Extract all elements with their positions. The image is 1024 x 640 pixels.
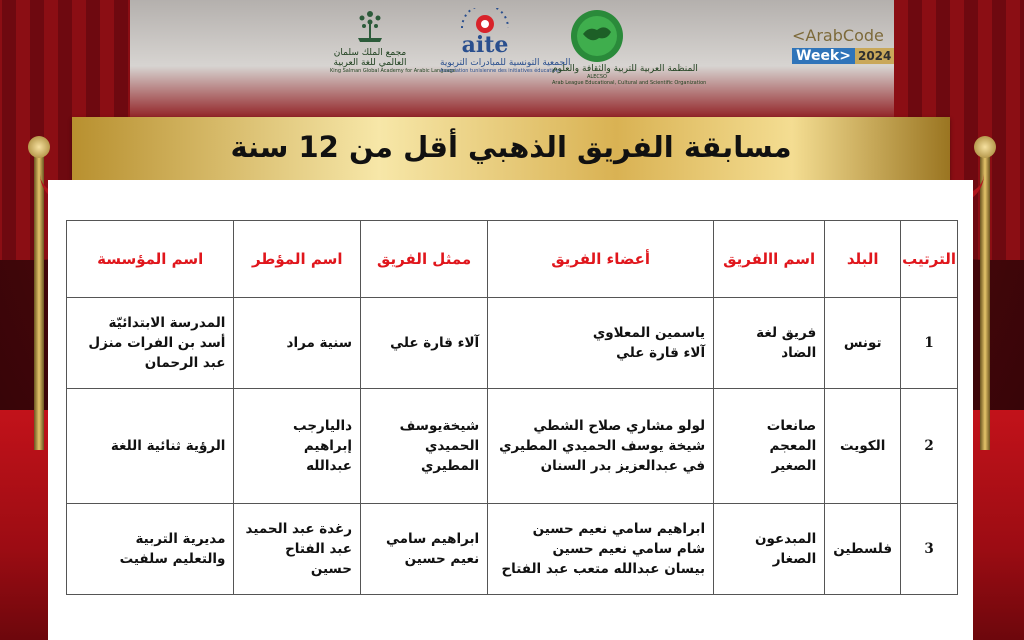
coach-line: رغدة عبد الحميد bbox=[245, 521, 353, 537]
badge-line2: Week> bbox=[792, 48, 855, 64]
cell-coach: سنية مراد bbox=[234, 298, 361, 389]
cell-members bbox=[488, 298, 714, 389]
alecso-logo bbox=[552, 8, 707, 86]
aite-emblem-icon bbox=[450, 8, 520, 58]
arabcode-week-badge bbox=[792, 26, 912, 66]
partner-logos bbox=[330, 8, 707, 98]
cell-members bbox=[488, 504, 714, 595]
representative-line: شيخةيوسف bbox=[399, 418, 480, 434]
cell-rank: 1 bbox=[901, 298, 958, 389]
header-rank: الترتيب bbox=[901, 221, 958, 298]
ksa-name-en: King Salman Global Academy for Arabic Language bbox=[330, 68, 456, 74]
representative-line: ابراهيم سامي bbox=[385, 531, 480, 547]
table-header-row bbox=[67, 221, 958, 298]
aite-name-ar: الجمعية التونسية للمبادرات التربوية bbox=[440, 58, 571, 68]
cell-coach bbox=[234, 389, 361, 504]
aite-logo bbox=[440, 8, 571, 74]
results-table bbox=[66, 220, 958, 595]
header-team-name: اسم االفريق bbox=[714, 221, 825, 298]
header-coach: اسم المؤطر bbox=[234, 221, 361, 298]
page-title: مسابقة الفريق الذهبي أقل من 12 سنة bbox=[230, 130, 792, 164]
alecso-abbr: ALECSO bbox=[587, 74, 607, 80]
cell-rank: 2 bbox=[901, 389, 958, 504]
table-row bbox=[67, 298, 958, 389]
cell-representative bbox=[361, 504, 488, 595]
coach-line: عبدالله bbox=[306, 458, 353, 474]
member-line: ابراهيم سامي نعيم حسين bbox=[532, 521, 706, 537]
cell-representative: آلاء قارة علي bbox=[361, 298, 488, 389]
cell-team-name: فريق لغة الضاد bbox=[714, 298, 825, 389]
cell-team-name bbox=[714, 504, 825, 595]
left-stanchion bbox=[34, 150, 44, 450]
cell-institution bbox=[67, 298, 234, 389]
header-country: البلد bbox=[825, 221, 901, 298]
cell-institution bbox=[67, 504, 234, 595]
team-name-line: الصغار bbox=[772, 551, 817, 567]
institution-line: أسد بن الفرات منزل bbox=[88, 335, 226, 351]
coach-line: عبد الفتاح حسين bbox=[285, 541, 353, 577]
member-line: شيخة يوسف الحميدي المطيري bbox=[499, 438, 706, 454]
badge-line1: <ArabCode bbox=[792, 26, 884, 45]
header-representative: ممثل الفريق bbox=[361, 221, 488, 298]
team-name-line: الصغير bbox=[771, 458, 817, 474]
coach-line: داليارجب إبراهيم bbox=[293, 418, 353, 454]
title-banner bbox=[72, 117, 950, 180]
member-line: لولو مشاري صلاح الشطي bbox=[533, 418, 706, 434]
ksa-name-ar-2: العالمي للغة العربية bbox=[333, 58, 407, 68]
institution-line: عبد الرحمان bbox=[144, 355, 226, 371]
representative-line: الحميدي المطيري bbox=[421, 438, 480, 474]
cell-members bbox=[488, 389, 714, 504]
header-institution: اسم المؤسسة bbox=[67, 221, 234, 298]
ksa-emblem-icon bbox=[350, 8, 390, 48]
cell-team-name bbox=[714, 389, 825, 504]
ksa-name-ar-1: مجمع الملك سلمان bbox=[333, 48, 407, 58]
member-line: بيسان عبدالله متعب عبد الفتاح bbox=[501, 561, 706, 577]
institution-line: الرؤية ثنائية اللغة bbox=[110, 438, 226, 454]
team-name-line: المبدعون bbox=[754, 531, 817, 547]
institution-line: مديرية التربية bbox=[135, 531, 226, 547]
representative-line: نعيم حسين bbox=[404, 551, 480, 567]
ksa-academy-logo bbox=[330, 8, 456, 74]
member-line: ياسمين المعلاوي bbox=[592, 325, 706, 341]
alecso-name-ar: المنظمة العربية للتربية والثقافة والعلوم bbox=[552, 64, 698, 74]
table-row bbox=[67, 504, 958, 595]
header-members: أعضاء الفريق bbox=[488, 221, 714, 298]
cell-coach bbox=[234, 504, 361, 595]
member-line: شام سامي نعيم حسين bbox=[552, 541, 706, 557]
cell-country: الكويت bbox=[825, 389, 901, 504]
cell-representative bbox=[361, 389, 488, 504]
alecso-emblem-icon bbox=[569, 8, 625, 64]
team-name-line: صانعات المعجم bbox=[766, 418, 817, 454]
institution-line: والتعليم سلفيت bbox=[119, 551, 226, 567]
cell-institution bbox=[67, 389, 234, 504]
cell-country: تونس bbox=[825, 298, 901, 389]
aite-mark: aite bbox=[461, 32, 509, 58]
table-row bbox=[67, 389, 958, 504]
badge-year: 2024 bbox=[855, 48, 894, 64]
cell-rank: 3 bbox=[901, 504, 958, 595]
aite-name-en: Association tunisienne des initiatives éducatives bbox=[440, 68, 562, 74]
member-line: في عبدالعزيز بدر السنان bbox=[540, 458, 706, 474]
cell-country: فلسطين bbox=[825, 504, 901, 595]
institution-line: المدرسة الابتدائيّة bbox=[108, 315, 226, 331]
alecso-name-en: Arab League Educational, Cultural and Scientific Organization bbox=[552, 80, 707, 86]
member-line: آلاء قارة علي bbox=[616, 345, 706, 361]
right-stanchion bbox=[980, 150, 990, 450]
